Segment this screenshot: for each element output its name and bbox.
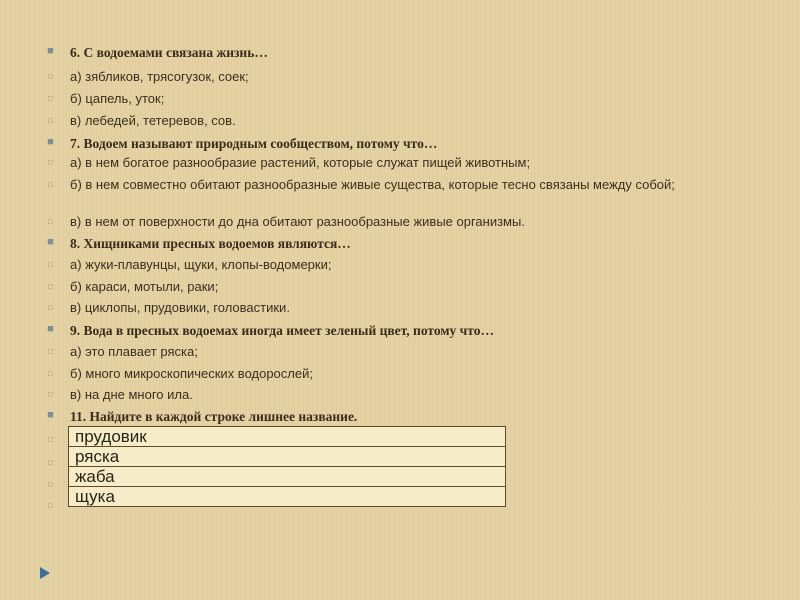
line-text: а) зябликов, трясогузок, соек; [70, 69, 249, 84]
blue-square-bullet-icon: ■ [47, 323, 54, 335]
blue-square-bullet-icon: ■ [47, 136, 54, 148]
square-bullet-icon: □ [48, 347, 53, 356]
line-text: б) цапель, уток; [70, 91, 165, 106]
square-bullet-icon: □ [48, 458, 53, 467]
blue-square-bullet-icon: ■ [47, 45, 54, 57]
square-bullet-icon: □ [48, 260, 53, 269]
square-bullet-icon: □ [48, 72, 53, 81]
line-text: 8. Хищниками пресных водоемов являются… [70, 236, 351, 251]
answer-cell: ряска [68, 446, 506, 467]
square-bullet-icon: □ [48, 282, 53, 291]
line-text: а) это плавает ряска; [70, 344, 198, 359]
line-text: в) циклопы, прудовики, головастики. [70, 300, 290, 315]
square-bullet-icon: □ [48, 116, 53, 125]
square-bullet-icon: □ [48, 217, 53, 226]
square-bullet-icon: □ [48, 180, 53, 189]
answer-cell: жаба [68, 466, 506, 487]
answer-cell: щука [68, 486, 506, 507]
line-text: 9. Вода в пресных водоемах иногда имеет зеленый цвет, потому что… [70, 323, 494, 338]
line-text: в) в нем от поверхности до дна обитают разнообразные живые организмы. [70, 214, 525, 229]
line-text: в) на дне много ила. [70, 387, 193, 402]
line-text: б) много микроскопических водорослей; [70, 366, 313, 381]
line-text: в) лебедей, тетеревов, сов. [70, 113, 236, 128]
line-text: а) в нем богатое разнообразие растений, которые служат пищей животным; [70, 155, 531, 170]
answer-table [68, 426, 506, 507]
square-bullet-icon: □ [48, 480, 53, 489]
play-arrow-icon[interactable] [40, 567, 50, 579]
blue-square-bullet-icon: ■ [47, 409, 54, 421]
line-text: б) в нем совместно обитают разнообразные живые существа, которые тесно связаны между собой; [70, 177, 675, 192]
square-bullet-icon: □ [48, 94, 53, 103]
line-text: б) караси, мотыли, раки; [70, 279, 219, 294]
answer-cell: прудовик [68, 426, 506, 447]
square-bullet-icon: □ [48, 390, 53, 399]
square-bullet-icon: □ [48, 369, 53, 378]
line-text: 7. Водоем называют природным сообществом, потому что… [70, 136, 438, 151]
square-bullet-icon: □ [48, 158, 53, 167]
square-bullet-icon: □ [48, 303, 53, 312]
line-text: 11. Найдите в каждой строке лишнее название. [70, 409, 358, 424]
line-text: 6. С водоемами связана жизнь… [70, 45, 268, 60]
blue-square-bullet-icon: ■ [47, 236, 54, 248]
line-text: а) жуки-плавунцы, щуки, клопы-водомерки; [70, 257, 332, 272]
square-bullet-icon: □ [48, 501, 53, 510]
square-bullet-icon: □ [48, 435, 53, 444]
